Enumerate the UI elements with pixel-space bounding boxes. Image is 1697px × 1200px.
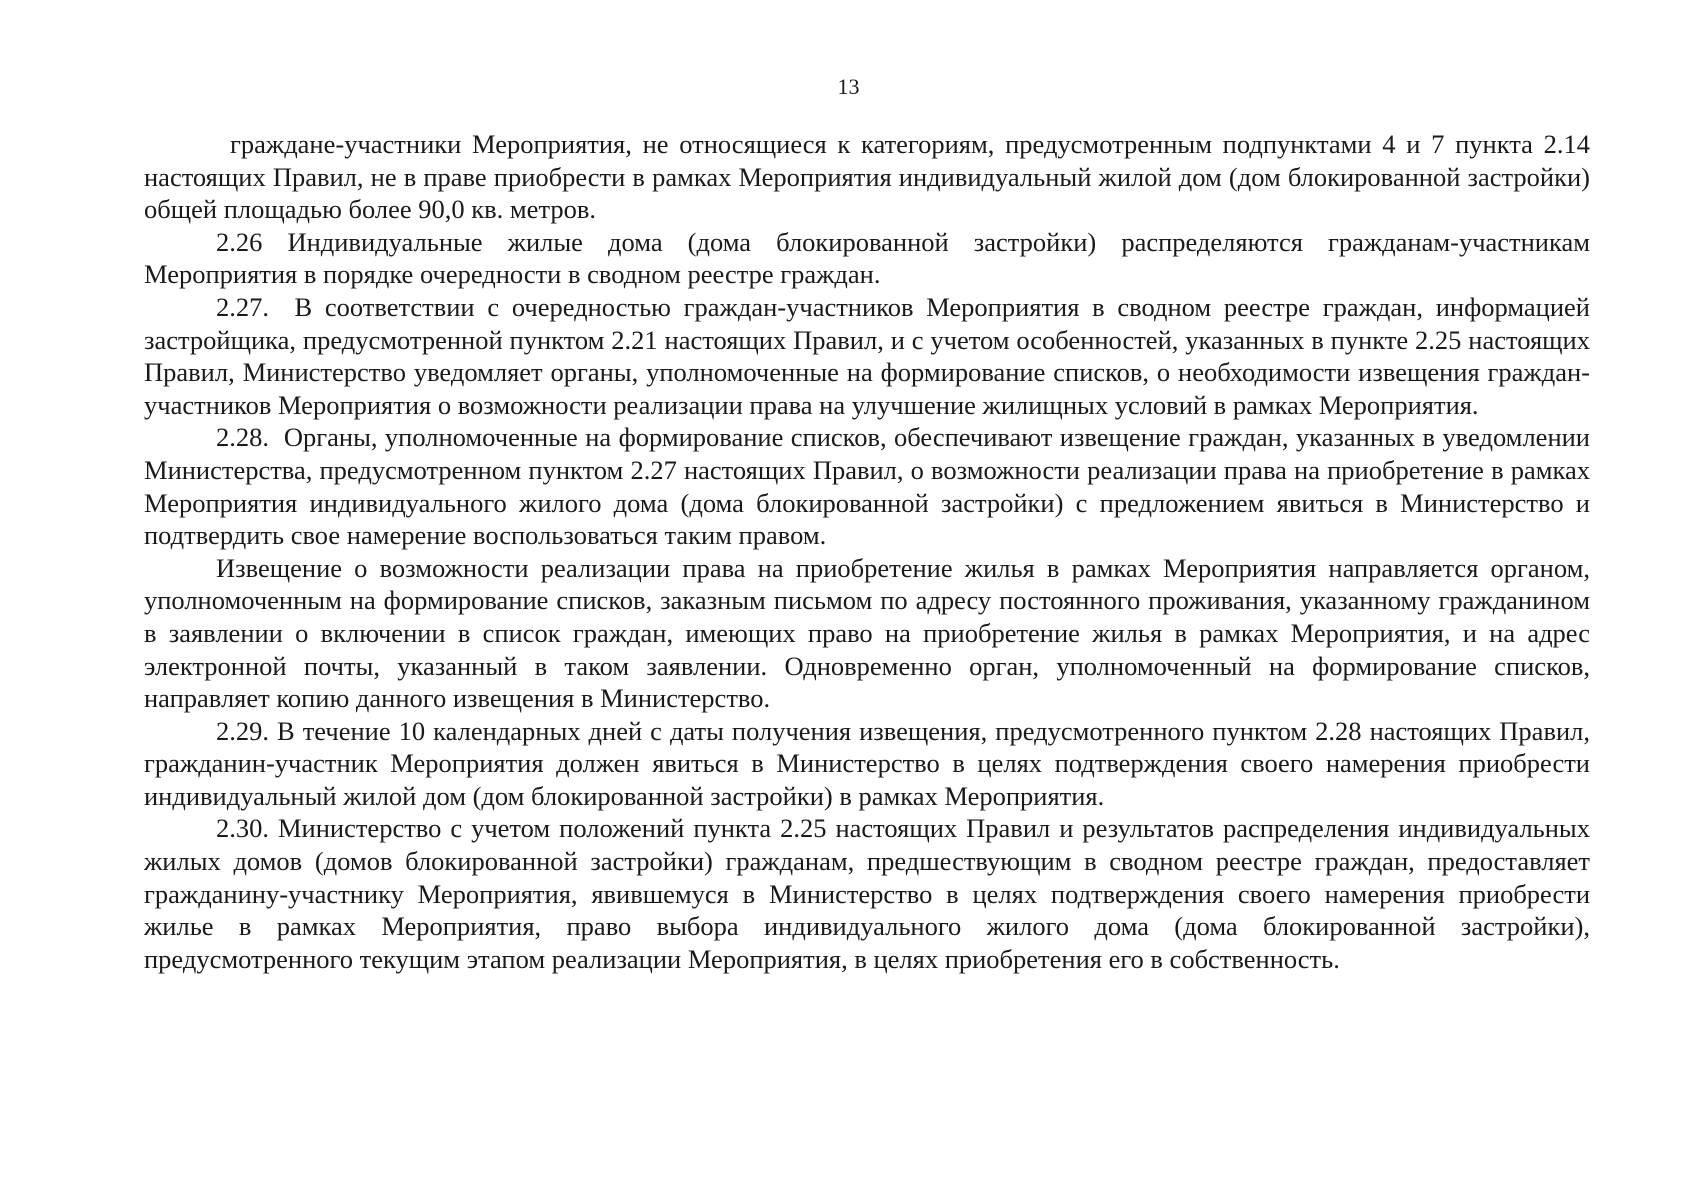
paragraph-2-26: 2.26 Индивидуальные жилые дома (дома блокированной застройки) распределяются гражданам-участникам Мероприятия в порядке очередности в сводном реестре граждан. xyxy=(144,226,1590,290)
paragraph-2-30: 2.30. Министерство с учетом положений пункта 2.25 настоящих Правил и результатов распределения индивидуальных жилых домов (домов блокированной застройки) гражданам, предшествующим в сводном реестре граждан, предоставляет гражданину-участнику Мероприятия, явившемуся в Министерство в целях подтверждения своего намерения приобрести жилье в рамках Мероприятия, право выбора индивидуального жилого дома (дома блокированной застройки), предусмотренного текущим этапом реализации Мероприятия, в целях приобретения его в собственность. xyxy=(144,813,1590,974)
paragraph-2-28: 2.28. Органы, уполномоченные на формирование списков, обеспечивают извещение граждан, указанных в уведомлении Министерства, предусмотренном пунктом 2.27 настоящих Правил, о возможности реализации права на приобретение в рамках Мероприятия индивидуального жилого дома (дома блокированной застройки) с предложением явиться в Министерство и подтвердить свое намерение воспользоваться таким правом. xyxy=(144,422,1597,551)
paragraph-2-27: 2.27. В соответствии с очередностью граждан-участников Мероприятия в сводном реестре граждан, информацией застройщика, предусмотренной пунктом 2.21 настоящих Правил, и с учетом особенностей, указанных в пункте 2.25 настоящих Правил, Министерство уведомляет органы, уполномоченные на формирование списков, о необходимости извещения граждан-участников Мероприятия о возможности реализации права на улучшение жилищных условий в рамках Мероприятия. xyxy=(144,291,1597,420)
paragraph-notification: Извещение о возможности реализации права на приобретение жилья в рамках Мероприятия направляется органом, уполномоченным на формирование списков, заказным письмом по адресу постоянного проживания, указанному гражданином в заявлении о включении в список граждан, имеющих право на приобретение жилья в рамках Мероприятия, и на адрес электронной почты, указанный в таком заявлении. Одновременно орган, уполномоченный на формирование списков, направляет копию данного извещения в Министерство. xyxy=(144,552,1590,714)
paragraph-2-29: 2.29. В течение 10 календарных дней с даты получения извещения, предусмотренного пунктом 2.28 настоящих Правил, гражданин-участник Мероприятия должен явиться в Министерство в целях подтверждения своего намерения приобрести индивидуальный жилой дом (дом блокированной застройки) в рамках Мероприятия. xyxy=(144,715,1590,811)
document-body xyxy=(144,128,1597,975)
page-number: 13 xyxy=(837,74,860,99)
paragraph-continuation: граждане-участники Мероприятия, не относящиеся к категориям, предусмотренным подпунктами 4 и 7 пункта 2.14 настоящих Правил, не в праве приобрести в рамках Мероприятия индивидуальный жилой дом (дом блокированной застройки) общей площадью более 90,0 кв. метров. xyxy=(144,129,1590,225)
